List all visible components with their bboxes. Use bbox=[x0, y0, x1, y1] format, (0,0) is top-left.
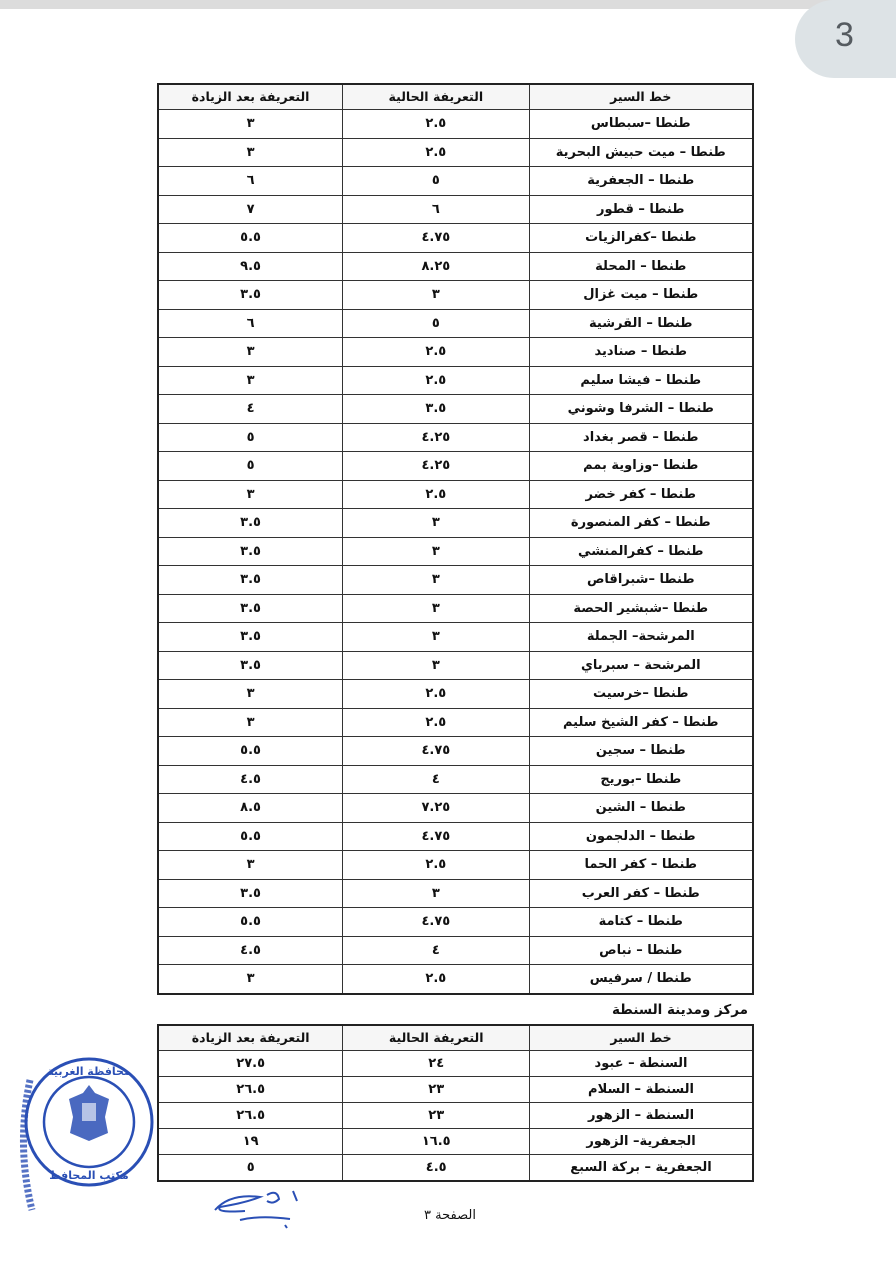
route-cell: طنطا –شبراقاص bbox=[529, 566, 753, 595]
table-row bbox=[158, 765, 753, 794]
route-cell: طنطا –خرسيت bbox=[529, 680, 753, 709]
table-row bbox=[158, 651, 753, 680]
route-cell: الجعفرية– الزهور bbox=[530, 1129, 753, 1155]
signature-icon bbox=[205, 1185, 315, 1230]
new-fare-cell: ١٩ bbox=[158, 1129, 343, 1155]
tanta-tariff-table bbox=[157, 83, 754, 995]
new-fare-cell: ٥ bbox=[158, 452, 343, 481]
current-fare-cell: ١٦.٥ bbox=[343, 1129, 530, 1155]
new-fare-cell: ٥ bbox=[158, 423, 343, 452]
route-cell: طنطا – قصر بغداد bbox=[529, 423, 753, 452]
table-row bbox=[158, 338, 753, 367]
route-cell: طنطا – كفرالمنشي bbox=[529, 537, 753, 566]
route-cell: طنطا – كفر الحما bbox=[529, 851, 753, 880]
table-row bbox=[158, 1155, 753, 1182]
new-fare-cell: ٦ bbox=[158, 309, 343, 338]
header-route: خط السير bbox=[529, 84, 753, 110]
page-number-badge bbox=[795, 0, 896, 78]
table-row bbox=[158, 480, 753, 509]
route-cell: طنطا –سبطاس bbox=[529, 110, 753, 139]
table-row bbox=[158, 452, 753, 481]
new-fare-cell: ٣.٥ bbox=[158, 594, 343, 623]
route-cell: طنطا – كفر العرب bbox=[529, 879, 753, 908]
table-row bbox=[158, 936, 753, 965]
current-fare-cell: ٢.٥ bbox=[343, 138, 529, 167]
table-row bbox=[158, 680, 753, 709]
current-fare-cell: ٣ bbox=[343, 594, 529, 623]
current-fare-cell: ٣ bbox=[343, 879, 529, 908]
new-fare-cell: ٣.٥ bbox=[158, 537, 343, 566]
stamp-top-text: محافظة الغربية bbox=[47, 1065, 131, 1078]
new-fare-cell: ٣.٥ bbox=[158, 509, 343, 538]
current-fare-cell: ٢.٥ bbox=[343, 366, 529, 395]
table-row bbox=[158, 737, 753, 766]
table-row bbox=[158, 1051, 753, 1077]
table-row bbox=[158, 794, 753, 823]
new-fare-cell: ٣ bbox=[158, 338, 343, 367]
current-fare-cell: ٢.٥ bbox=[343, 338, 529, 367]
table-row bbox=[158, 822, 753, 851]
header-new-fare: التعريفة بعد الزيادة bbox=[158, 1025, 343, 1051]
current-fare-cell: ٣ bbox=[343, 651, 529, 680]
current-fare-cell: ٥ bbox=[343, 309, 529, 338]
new-fare-cell: ٣ bbox=[158, 680, 343, 709]
new-fare-cell: ٦ bbox=[158, 167, 343, 196]
new-fare-cell: ٢٧.٥ bbox=[158, 1051, 343, 1077]
table-header-row bbox=[158, 84, 753, 110]
table-row bbox=[158, 566, 753, 595]
table-row bbox=[158, 965, 753, 994]
current-fare-cell: ٦ bbox=[343, 195, 529, 224]
new-fare-cell: ٣ bbox=[158, 708, 343, 737]
new-fare-cell: ٣ bbox=[158, 110, 343, 139]
new-fare-cell: ٣.٥ bbox=[158, 879, 343, 908]
page-footer-label: الصفحة ٣ bbox=[424, 1208, 476, 1223]
new-fare-cell: ٤.٥ bbox=[158, 936, 343, 965]
current-fare-cell: ٢.٥ bbox=[343, 965, 529, 994]
route-cell: طنطا – القرشية bbox=[529, 309, 753, 338]
current-fare-cell: ٤.٧٥ bbox=[343, 737, 529, 766]
route-cell: طنطا – كتامة bbox=[529, 908, 753, 937]
current-fare-cell: ٤.٧٥ bbox=[343, 908, 529, 937]
new-fare-cell: ٣ bbox=[158, 480, 343, 509]
route-cell: طنطا – الشرفا وشوني bbox=[529, 395, 753, 424]
route-cell: طنطا – المحلة bbox=[529, 252, 753, 281]
table-row bbox=[158, 708, 753, 737]
table-row bbox=[158, 138, 753, 167]
route-cell: طنطا – ميت حبيش البحرية bbox=[529, 138, 753, 167]
new-fare-cell: ٧ bbox=[158, 195, 343, 224]
current-fare-cell: ٤.٧٥ bbox=[343, 822, 529, 851]
route-cell: طنطا – نباص bbox=[529, 936, 753, 965]
table-row bbox=[158, 309, 753, 338]
new-fare-cell: ٢٦.٥ bbox=[158, 1103, 343, 1129]
route-cell: طنطا – الشين bbox=[529, 794, 753, 823]
table-row bbox=[158, 110, 753, 139]
governorate-stamp-icon bbox=[22, 1055, 157, 1190]
route-cell: طنطا – كفر المنصورة bbox=[529, 509, 753, 538]
new-fare-cell: ٤ bbox=[158, 395, 343, 424]
page-number-text: 3 bbox=[835, 16, 854, 54]
route-cell: السنطة – السلام bbox=[530, 1077, 753, 1103]
current-fare-cell: ٣ bbox=[343, 281, 529, 310]
current-fare-cell: ٥ bbox=[343, 167, 529, 196]
route-cell: طنطا – الدلجمون bbox=[529, 822, 753, 851]
new-fare-cell: ٥.٥ bbox=[158, 822, 343, 851]
new-fare-cell: ٥.٥ bbox=[158, 224, 343, 253]
new-fare-cell: ٥ bbox=[158, 1155, 343, 1182]
header-new-fare: التعريفة بعد الزيادة bbox=[158, 84, 343, 110]
stamp-bottom-text: مكتب المحافظ bbox=[49, 1169, 129, 1182]
route-cell: طنطا / سرفيس bbox=[529, 965, 753, 994]
table-row bbox=[158, 851, 753, 880]
current-fare-cell: ٣ bbox=[343, 623, 529, 652]
table-row bbox=[158, 594, 753, 623]
route-cell: طنطا –وزاوية بمم bbox=[529, 452, 753, 481]
current-fare-cell: ٤ bbox=[343, 765, 529, 794]
current-fare-cell: ٤.٢٥ bbox=[343, 423, 529, 452]
new-fare-cell: ٢٦.٥ bbox=[158, 1077, 343, 1103]
new-fare-cell: ٣ bbox=[158, 965, 343, 994]
route-cell: طنطا – فيشا سليم bbox=[529, 366, 753, 395]
current-fare-cell: ٢.٥ bbox=[343, 480, 529, 509]
route-cell: طنطا – قطور bbox=[529, 195, 753, 224]
route-cell: طنطا – كفر خضر bbox=[529, 480, 753, 509]
santa-tariff-table bbox=[157, 1024, 754, 1182]
route-cell: الجعفرية – بركة السبع bbox=[530, 1155, 753, 1182]
current-fare-cell: ٨.٢٥ bbox=[343, 252, 529, 281]
table-row bbox=[158, 423, 753, 452]
new-fare-cell: ٣ bbox=[158, 366, 343, 395]
table-row bbox=[158, 366, 753, 395]
current-fare-cell: ٢.٥ bbox=[343, 110, 529, 139]
current-fare-cell: ٧.٢٥ bbox=[343, 794, 529, 823]
new-fare-cell: ٥.٥ bbox=[158, 737, 343, 766]
header-route: خط السير bbox=[530, 1025, 753, 1051]
route-cell: المرشحة– الجملة bbox=[529, 623, 753, 652]
table-row bbox=[158, 224, 753, 253]
route-cell: طنطا – ميت غزال bbox=[529, 281, 753, 310]
current-fare-cell: ٣ bbox=[343, 537, 529, 566]
route-cell: طنطا –شبشير الحصة bbox=[529, 594, 753, 623]
new-fare-cell: ٣.٥ bbox=[158, 566, 343, 595]
section-title-santa: مركز ومدينة السنطة bbox=[611, 1002, 748, 1018]
route-cell: السنطة – الزهور bbox=[530, 1103, 753, 1129]
table-row bbox=[158, 252, 753, 281]
table-row bbox=[158, 167, 753, 196]
table-row bbox=[158, 395, 753, 424]
new-fare-cell: ٩.٥ bbox=[158, 252, 343, 281]
route-cell: السنطة – عبود bbox=[530, 1051, 753, 1077]
table-row bbox=[158, 879, 753, 908]
current-fare-cell: ٤ bbox=[343, 936, 529, 965]
table-row bbox=[158, 509, 753, 538]
table-row bbox=[158, 623, 753, 652]
current-fare-cell: ٣ bbox=[343, 509, 529, 538]
table-row bbox=[158, 281, 753, 310]
new-fare-cell: ٨.٥ bbox=[158, 794, 343, 823]
table-row bbox=[158, 1103, 753, 1129]
current-fare-cell: ٤.٧٥ bbox=[343, 224, 529, 253]
route-cell: طنطا – سجين bbox=[529, 737, 753, 766]
new-fare-cell: ٣ bbox=[158, 138, 343, 167]
route-cell: طنطا –كفرالزيات bbox=[529, 224, 753, 253]
table-row bbox=[158, 908, 753, 937]
new-fare-cell: ٤.٥ bbox=[158, 765, 343, 794]
current-fare-cell: ٢.٥ bbox=[343, 680, 529, 709]
current-fare-cell: ٢٣ bbox=[343, 1077, 530, 1103]
current-fare-cell: ٢٣ bbox=[343, 1103, 530, 1129]
route-cell: المرشحة – سبرباي bbox=[529, 651, 753, 680]
top-scroll-bar bbox=[0, 0, 896, 9]
route-cell: طنطا – صناديد bbox=[529, 338, 753, 367]
route-cell: طنطا – كفر الشيخ سليم bbox=[529, 708, 753, 737]
current-fare-cell: ٢٤ bbox=[343, 1051, 530, 1077]
new-fare-cell: ٣.٥ bbox=[158, 281, 343, 310]
route-cell: طنطا – الجعفرية bbox=[529, 167, 753, 196]
table-row bbox=[158, 195, 753, 224]
current-fare-cell: ٤.٥ bbox=[343, 1155, 530, 1182]
new-fare-cell: ٣ bbox=[158, 851, 343, 880]
header-current-fare: التعريفة الحالية bbox=[343, 1025, 530, 1051]
current-fare-cell: ٣ bbox=[343, 566, 529, 595]
current-fare-cell: ٢.٥ bbox=[343, 851, 529, 880]
table-row bbox=[158, 537, 753, 566]
new-fare-cell: ٣.٥ bbox=[158, 623, 343, 652]
route-cell: طنطا –بوريج bbox=[529, 765, 753, 794]
current-fare-cell: ٤.٢٥ bbox=[343, 452, 529, 481]
table-header-row bbox=[158, 1025, 753, 1051]
new-fare-cell: ٥.٥ bbox=[158, 908, 343, 937]
table-row bbox=[158, 1077, 753, 1103]
new-fare-cell: ٣.٥ bbox=[158, 651, 343, 680]
current-fare-cell: ٢.٥ bbox=[343, 708, 529, 737]
table-row bbox=[158, 1129, 753, 1155]
header-current-fare: التعريفة الحالية bbox=[343, 84, 529, 110]
current-fare-cell: ٣.٥ bbox=[343, 395, 529, 424]
